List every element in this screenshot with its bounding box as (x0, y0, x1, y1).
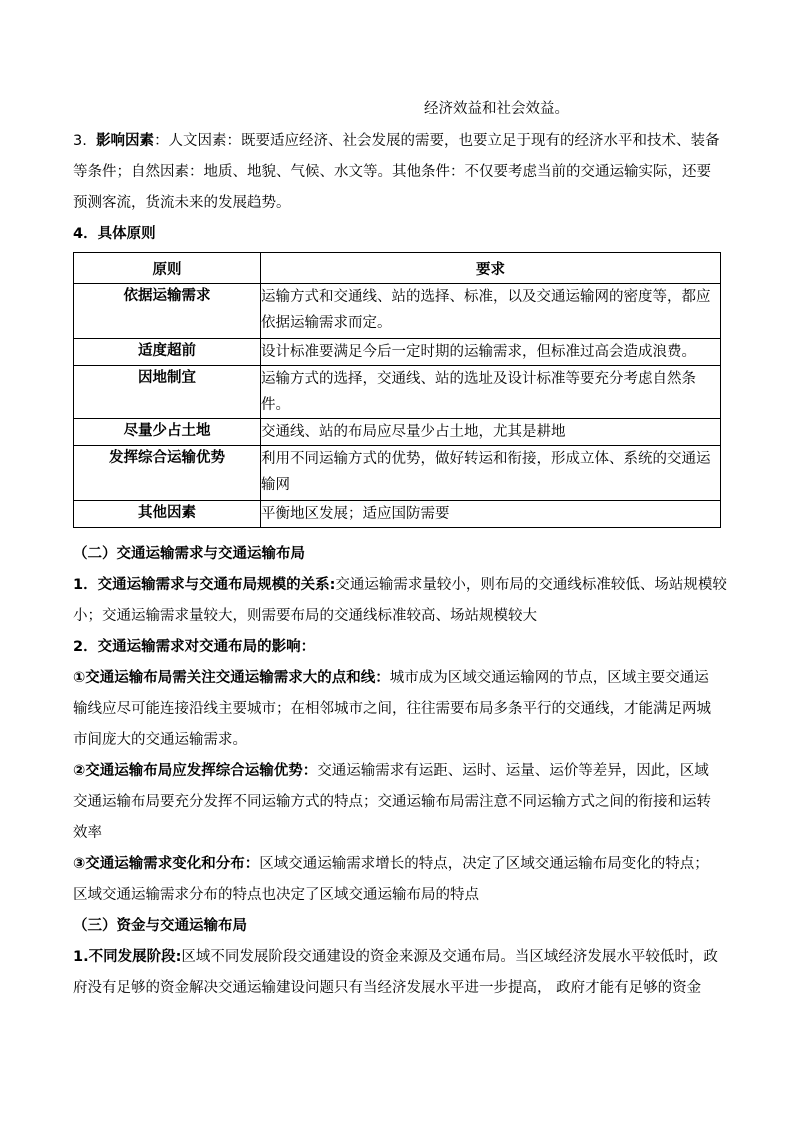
item1-line1: ①交通运输布局需关注交通运输需求大的点和线：城市成为区域交通运输网的节点，区域主要交通运 (73, 670, 709, 686)
principle-cell: 其他因素 (74, 501, 261, 528)
requirement-cell: 运输方式和交通线、站的选择、标准，以及交通运输网的密度等，都应 依据运输需求而定。 (261, 284, 721, 339)
p3-line2: 府没有足够的资金解决交通运输建设问题只有当经济发展水平进一步提高， 政府才能有足够的资金 (73, 980, 702, 996)
item1-line2: 输线应尽可能连接沿线主要城市；在相邻城市之间，往往需要布局多条平行的交通线，才能满足两城 (73, 701, 711, 717)
continued-text: 经济效益和社会效益。 (424, 101, 569, 117)
table-header-row (74, 253, 721, 284)
table-row (74, 446, 721, 501)
p3-line1: 1.不同发展阶段:区域不同发展阶段交通建设的资金来源及交通布局。当区域经济发展水平较低时，政 (73, 949, 718, 965)
part3-title: （三）资金与交通运输布局 (73, 918, 247, 934)
p1-line1: 1．交通运输需求与交通布局规模的关系:交通运输需求量较小，则布局的交通线标准较低、场站规模较 (73, 577, 727, 593)
p2-title: 2．交通运输需求对交通布局的影响： (73, 639, 316, 655)
table-row (74, 366, 721, 419)
item2-line2: 交通运输布局要充分发挥不同运输方式的特点；交通运输布局需注意不同运输方式之间的衔接和运转 (73, 794, 711, 810)
item3-line1: ③交通运输需求变化和分布：区域交通运输需求增长的特点，决定了区域交通运输布局变化的特点； (73, 856, 709, 872)
requirement-cell: 平衡地区发展；适应国防需要 (261, 501, 721, 528)
principle-cell: 依据运输需求 (74, 284, 261, 339)
item3-line2: 区域交通运输需求分布的特点也决定了区域交通运输布局的特点 (73, 887, 479, 903)
table-row (74, 339, 721, 366)
requirement-cell: 设计标准要满足今后一定时期的运输需求，但标准过高会造成浪费。 (261, 339, 721, 366)
section4-title: 4．具体原则 (73, 226, 156, 242)
part2-title: （二）交通运输需求与交通运输布局 (73, 546, 305, 562)
requirement-cell: 利用不同运输方式的优势，做好转运和衔接，形成立体、系统的交通运 输网 (261, 446, 721, 501)
principle-cell: 尽量少占土地 (74, 419, 261, 446)
section3-line3: 预测客流，货流未来的发展趋势。 (73, 195, 291, 211)
table-header: 要求 (261, 253, 721, 284)
item2-line1: ②交通运输布局应发挥综合运输优势：交通运输需求有运距、运时、运量、运价等差异，因此，区域 (73, 763, 709, 779)
p1-line2: 小；交通运输需求量较大，则需要布局的交通线标准较高、场站规模较大 (73, 608, 537, 624)
principle-cell: 发挥综合运输优势 (74, 446, 261, 501)
table-row (74, 501, 721, 528)
section3-line1: 3. 影响因素：人文因素：既要适应经济、社会发展的需要，也要立足于现有的经济水平和技术、装备 (73, 133, 720, 149)
principle-cell: 适度超前 (74, 339, 261, 366)
section3-heading: 影响因素 (96, 133, 155, 149)
requirement-cell: 交通线、站的布局应尽量少占土地，尤其是耕地 (261, 419, 721, 446)
table-row (74, 284, 721, 339)
item2-line3: 效率 (73, 825, 102, 841)
requirement-cell: 运输方式的选择，交通线、站的选址及设计标准等要充分考虑自然条件。 (261, 366, 721, 419)
table-row (74, 419, 721, 446)
principles-table (73, 252, 721, 528)
table-header: 原则 (74, 253, 261, 284)
section3-line2: 等条件；自然因素：地质、地貌、气候、水文等。其他条件：不仅要考虑当前的交通运输实际，还要 (73, 164, 711, 180)
item1-line3: 市间庞大的交通运输需求。 (73, 732, 247, 748)
principle-cell: 因地制宜 (74, 366, 261, 419)
